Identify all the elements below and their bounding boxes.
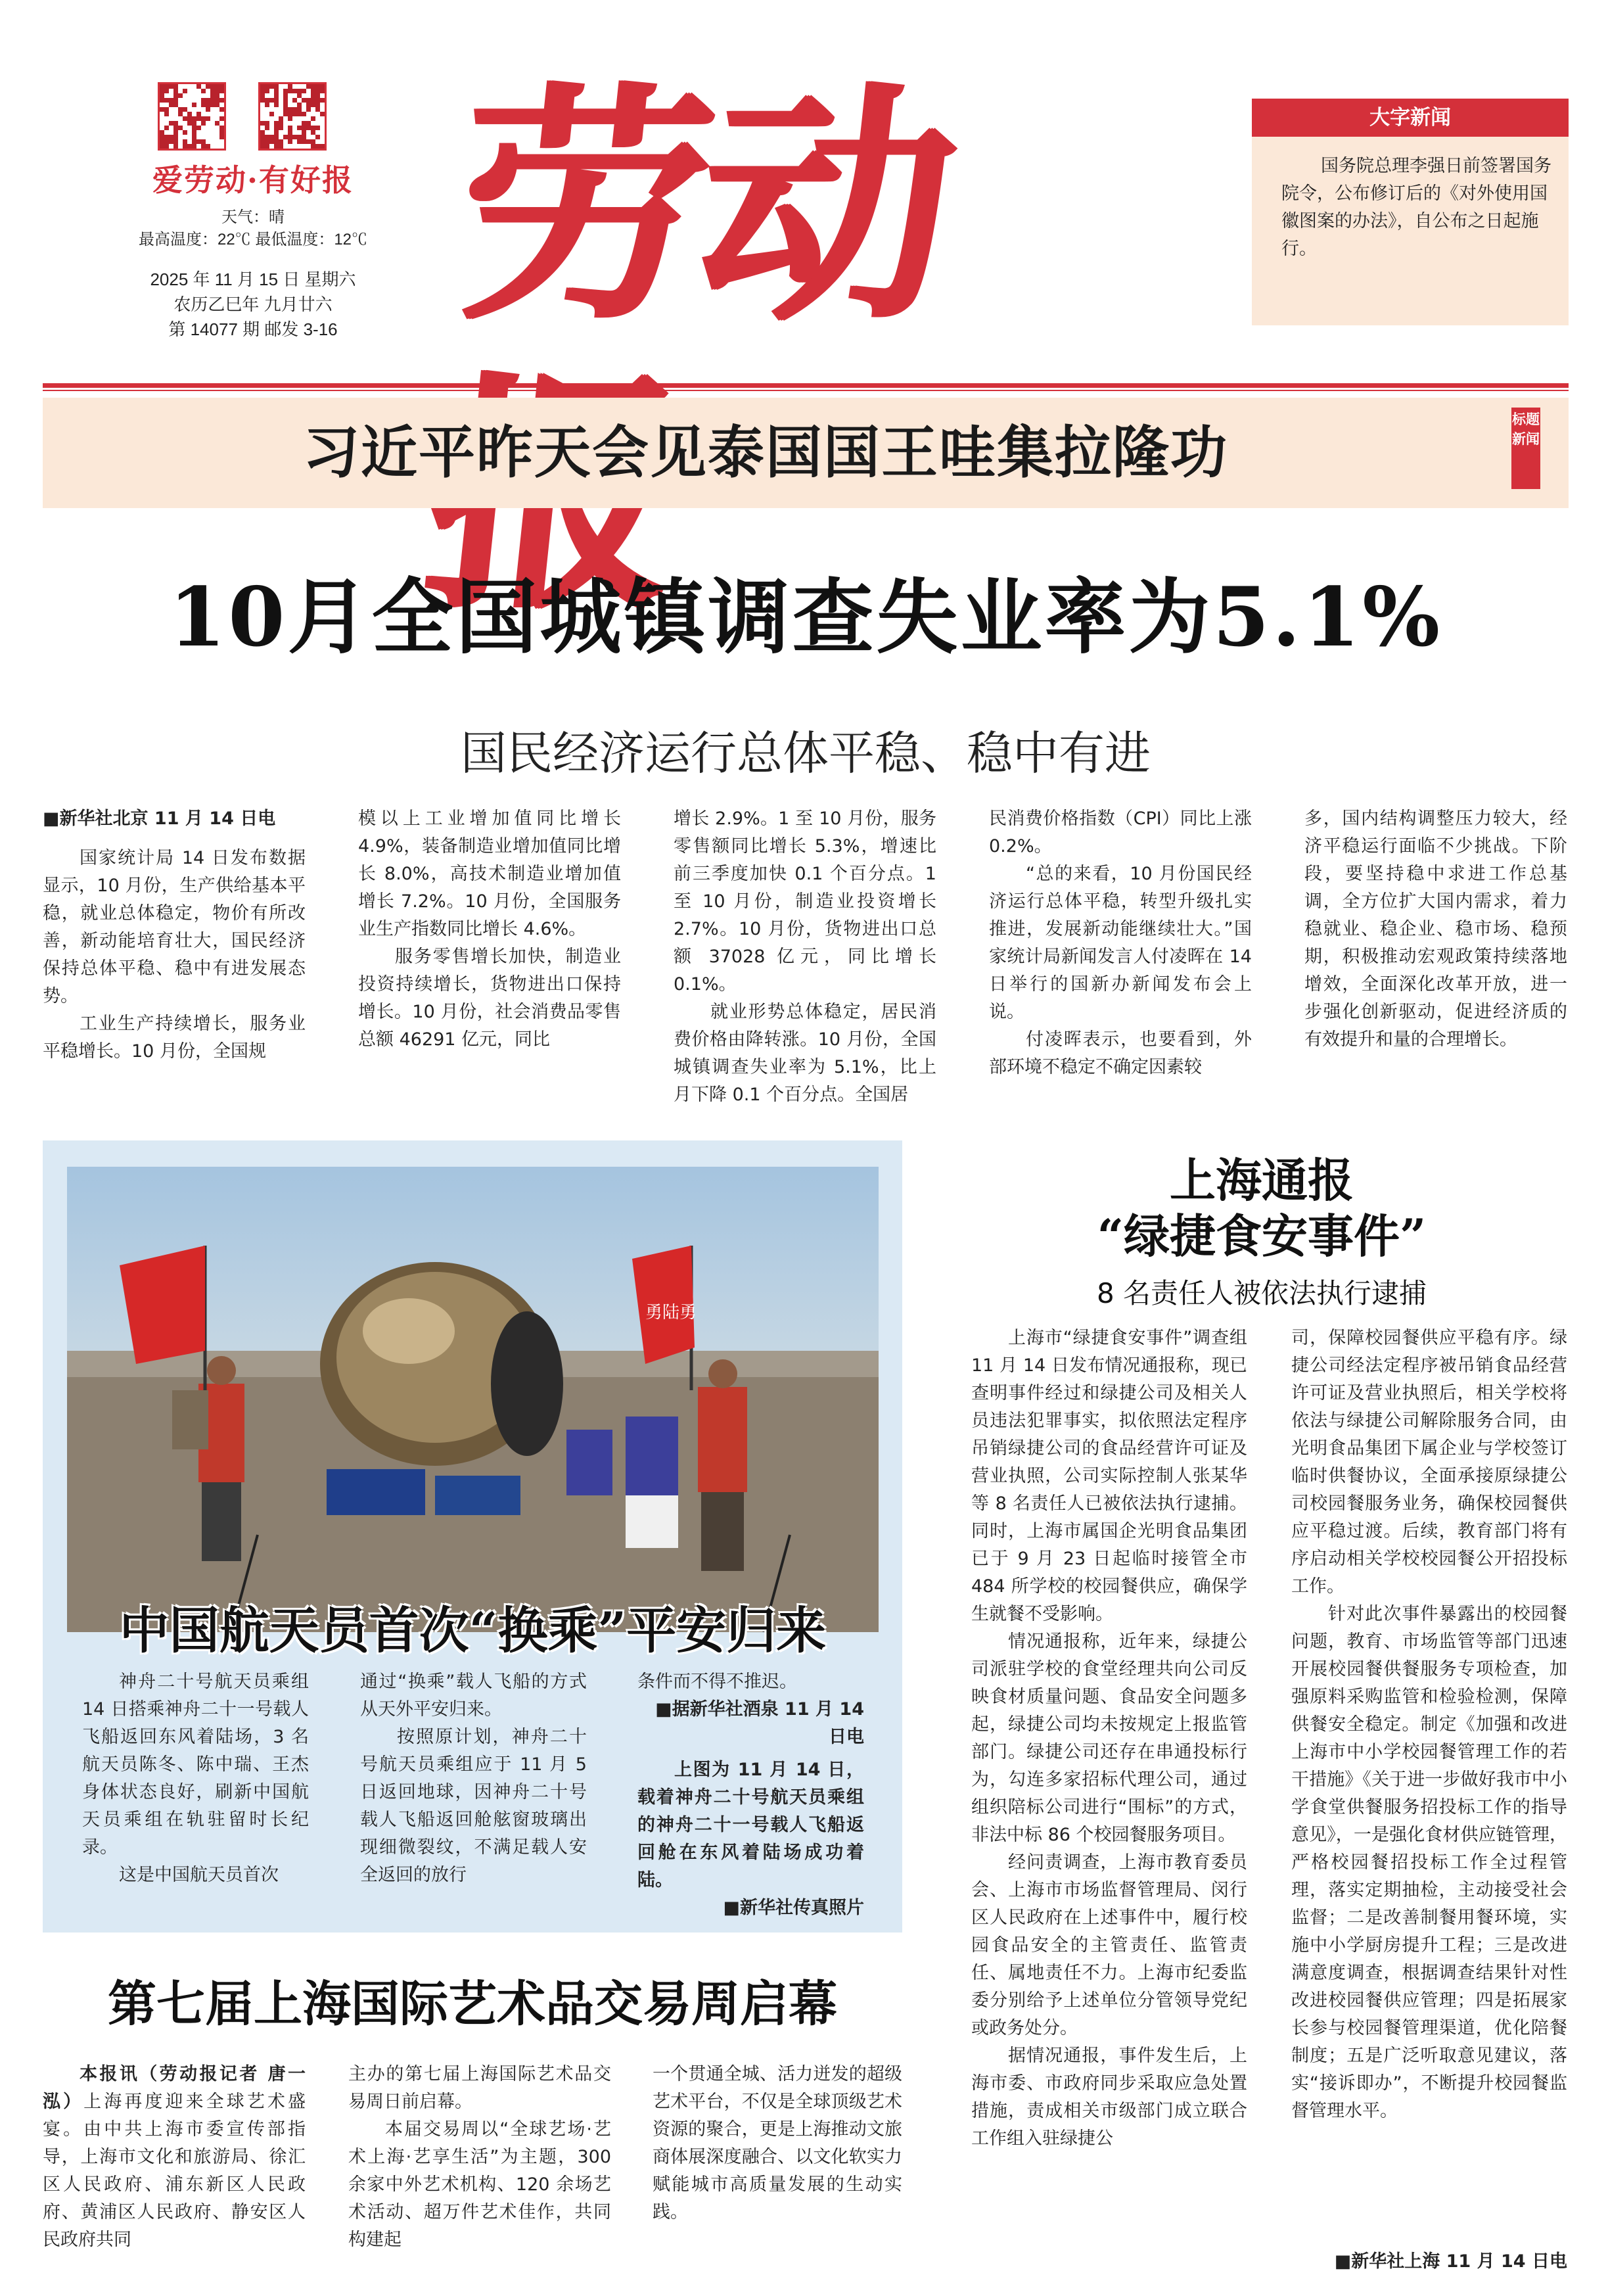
- qr-module: [302, 139, 306, 144]
- qr-module: [288, 135, 292, 139]
- qr-module: [311, 116, 315, 121]
- lead-paragraph: 模以上工业增加值同比增长 4.9%，装备制造业增加值同比增长 8.0%，高技术制造业增加值增长 7.2%。10 月份，全国服务业生产指数同比增长 4.6%。: [358, 808, 621, 939]
- qr-module: [297, 135, 302, 139]
- qr-module: [279, 139, 283, 144]
- shanghai-headline-2: “绿捷食安事件”: [1097, 1209, 1427, 1263]
- qr-module: [265, 121, 269, 126]
- qr-module: [173, 126, 178, 130]
- space-paragraph: 这是中国航天员首次: [119, 1865, 279, 1885]
- shanghai-paragraph: 经问责调查，上海市教育委员会、上海市市场监督管理局、闵行区人民政府在上述事件中，履行校园食品安全的主管责任、监管责任、属地责任不力。上海市纪委监委分别给予上述单位分管领导党纪或政务处分。: [971, 1852, 1247, 2038]
- qr-module: [206, 103, 210, 107]
- lead-paragraph: 工业生产持续增长，服务业平稳增长。10 月份，全国规: [43, 1014, 306, 1062]
- qr-module: [283, 93, 288, 98]
- landing-photo: [67, 1167, 879, 1632]
- qr-module: [274, 103, 279, 107]
- qr-module: [265, 103, 269, 107]
- qr-module: [306, 103, 311, 107]
- big-news-text: 国务院总理李强日前签署国务院令，公布修订后的《对外使用国徽图案的办法》，自公布之日起施行。: [1281, 156, 1551, 259]
- art-paragraph: 一个贯通全城、活力迸发的超级艺术平台，不仅是全球顶级艺术资源的聚合，更是上海推动文旅商体展深度融合、以文化软实力赋能城市高质量发展的生动实践。: [653, 2064, 902, 2222]
- qr-module: [315, 103, 320, 107]
- qr-module: [274, 121, 279, 126]
- qr-module: [269, 84, 274, 89]
- space-column-2: [360, 1668, 587, 1889]
- qr-module: [192, 121, 196, 126]
- qr-module: [178, 126, 183, 130]
- qr-module: [279, 126, 283, 130]
- qr-module: [206, 144, 210, 149]
- qr-module: [173, 121, 178, 126]
- qr-module: [210, 98, 215, 103]
- qr-module: [173, 84, 178, 89]
- qr-module: [265, 144, 269, 149]
- lunar-date: 农历乙巳年 九月廿六: [173, 294, 333, 314]
- qr-module: [192, 130, 196, 135]
- qr-module: [178, 107, 183, 112]
- shanghai-source: [1308, 2248, 1567, 2276]
- lead-column-5: [1304, 805, 1567, 1054]
- qr-module: [315, 107, 320, 112]
- qr-module: [206, 84, 210, 89]
- art-paragraph: 主办的第七届上海国际艺术品交易周日前启幕。: [348, 2064, 611, 2112]
- lead-paragraph: “总的来看，10 月份国民经济运行总体平稳，转型升级扎实推进，发展新动能继续壮大。”国家统计局新闻发言人付凌晖在 14 日举行的国新办新闻发布会上说。: [989, 864, 1252, 1022]
- qr-module: [269, 98, 274, 103]
- shanghai-source-text: ■新华社上海 11 月 14 日电: [1334, 2251, 1567, 2272]
- qr-module: [201, 139, 206, 144]
- lead-paragraph: 就业形势总体稳定，居民消费价格由降转涨。10 月份，全国城镇调查失业率为 5.1%，比上月下降 0.1 个百分点。全国居: [674, 1002, 936, 1105]
- shanghai-paragraph: 上海市“绿捷食安事件”调查组 11 月 14 日发布情况通报称，现已查明事件经过和绿捷公司及相关人员违法犯罪事实，拟依照法定程序吊销绿捷公司的食品经营许可证及营业执照，公司实际控制人张某华等 8 名责任人已被依法执行逮捕。同时，上海市属国企光明食品集团已于 9 月 23 日起临时接管全市 484 所学校的校园餐供应，确保学生就餐不受影响。: [971, 1328, 1247, 1624]
- qr-module: [260, 139, 265, 144]
- lead-paragraph: 国家统计局 14 日发布数据显示，10 月份，生产供给基本平稳，就业总体稳定，物价有所改善，新动能培育壮大，国民经济保持总体平稳、稳中有进发展态势。: [43, 848, 306, 1006]
- qr-module: [311, 84, 315, 89]
- space-source: ■据新华社酒泉 11 月 14 日电: [655, 1699, 864, 1747]
- qr-module: [164, 112, 169, 116]
- qr-module: [279, 116, 283, 121]
- qr-module: [196, 112, 201, 116]
- qr-module: [315, 144, 320, 149]
- qr-module: [288, 89, 292, 93]
- qr-module: [311, 144, 315, 149]
- qr-module: [219, 89, 224, 93]
- qr-module: [265, 89, 269, 93]
- qr-module: [315, 93, 320, 98]
- art-column-1: [43, 2061, 306, 2254]
- qr-module: [178, 93, 183, 98]
- masthead-logo: 劳动报: [444, 60, 962, 354]
- crew-member: [626, 1417, 678, 1495]
- qr-module: [169, 103, 173, 107]
- space-paragraph: 神舟二十号航天员乘组 14 日搭乘神舟二十一号载人飞船返回东风着陆场，3 名航天员陈冬、陈中瑞、王杰身体状态良好，刷新中国航天员乘组在轨驻留时长纪录。: [82, 1672, 309, 1858]
- qr-module: [274, 130, 279, 135]
- qr-module: [164, 139, 169, 144]
- shanghai-paragraph: 针对此次事件暴露出的校园餐问题，教育、市场监管等部门迅速开展校园餐供餐服务专项检查，加强原料采购监管和检验检测，保障供餐安全稳定。制定《加强和改进上海市中小学校园餐管理工作的若干措施》《关于进一步做好我市中小学食堂供餐服务招投标工作的指导意见》，一是强化食材供应链管理，严格校园餐招投标工作全过程管理，落实定期抽检，主动接受社会监督；二是改善制餐用餐环境，实施中小学厨房提升工程；三是改进满意度调查，根据调查结果针对性改进校园餐供应管理；四是拓展家长参与校园餐管理渠道，优化陪餐制度；五是广泛听取意见建议，落实“接诉即办”，不断提升校园餐监督管理水平。: [1291, 1604, 1567, 2121]
- space-paragraph: 通过“换乘”载人飞船的方式从天外平安归来。: [360, 1672, 587, 1720]
- issue-date: 2025 年 11 月 15 日 星期六: [150, 269, 356, 289]
- qr-module: [311, 89, 315, 93]
- qr-module: [219, 98, 224, 103]
- lead-column-1: [43, 805, 306, 1066]
- masthead-divider-thin: [43, 390, 1569, 391]
- art-byline: 本报讯（劳动报记者 唐一泓）: [43, 2064, 306, 2112]
- qr-module: [201, 116, 206, 121]
- qr-module: [187, 144, 192, 149]
- qr-module: [169, 121, 173, 126]
- qr-module: [210, 93, 215, 98]
- qr-module: [187, 116, 192, 121]
- qr-module: [297, 126, 302, 130]
- qr-module: [196, 116, 201, 121]
- qr-module: [320, 84, 325, 89]
- qr-module: [215, 121, 219, 126]
- qr-module: [173, 89, 178, 93]
- qr-module: [292, 112, 297, 116]
- qr-module: [269, 112, 274, 116]
- person-right: [698, 1387, 747, 1492]
- qr-module: [215, 98, 219, 103]
- qr-module: [196, 84, 201, 89]
- qr-module: [260, 130, 265, 135]
- title-news-tag: 标题新闻: [1511, 408, 1540, 489]
- qr-module: [274, 84, 279, 89]
- qr-module: [260, 144, 265, 149]
- qr-module: [297, 89, 302, 93]
- qr-module: [288, 139, 292, 144]
- qr-module: [178, 112, 183, 116]
- qr-module: [206, 98, 210, 103]
- qr-module: [260, 89, 265, 93]
- qr-module: [269, 135, 274, 139]
- qr-module: [173, 103, 178, 107]
- qr-module: [283, 103, 288, 107]
- flag-right-text: 勇陆勇: [645, 1303, 697, 1323]
- qr-module: [192, 144, 196, 149]
- qr-module: [260, 98, 265, 103]
- qr-module: [160, 107, 164, 112]
- art-column-2: [348, 2061, 611, 2254]
- qr-module: [311, 139, 315, 144]
- shanghai-headline-1: 上海通报: [1170, 1153, 1354, 1207]
- qr-module: [219, 116, 224, 121]
- qr-module: [215, 93, 219, 98]
- qr-module: [283, 107, 288, 112]
- qr-module: [260, 93, 265, 98]
- landing-scene-illustration: [67, 1167, 879, 1632]
- qr-module: [320, 112, 325, 116]
- flag-left: [120, 1246, 205, 1364]
- qr-module: [302, 89, 306, 93]
- qr-module: [164, 135, 169, 139]
- art-paragraph: 本届交易周以“全球艺场·艺术上海·艺享生活”为主题，300 余家中外艺术机构、120 余场艺术活动、超万件艺术佳作，共同构建起: [348, 2119, 611, 2250]
- qr-module: [160, 89, 164, 93]
- qr-module: [164, 89, 169, 93]
- qr-module: [320, 144, 325, 149]
- qr-module: [192, 139, 196, 144]
- art-headline: 第七届上海国际艺术品交易周启幕: [108, 1976, 837, 2032]
- qr-module: [160, 135, 164, 139]
- lead-paragraph: 多，国内结构调整压力较大，经济平稳运行面临不少挑战。下阶段，要坚持稳中求进工作总基调，全方位扩大国内需求，着力稳就业、稳企业、稳市场、稳预期，积极推动宏观政策持续落地增效，全面深化改革开放，进一步强化创新驱动，促进经济质的有效提升和量的合理增长。: [1304, 808, 1567, 1050]
- qr-module: [192, 103, 196, 107]
- qr-module: [192, 135, 196, 139]
- qr-module: [283, 98, 288, 103]
- qr-module: [196, 126, 201, 130]
- qr-module: [315, 84, 320, 89]
- qr-module: [302, 135, 306, 139]
- qr-module: [201, 144, 206, 149]
- qr-module: [215, 84, 219, 89]
- shanghai-subheadline: 8 名责任人被依法执行逮捕: [1096, 1277, 1427, 1309]
- qr-module: [183, 144, 187, 149]
- qr-module: [160, 130, 164, 135]
- qr-module: [260, 84, 265, 89]
- qr-module: [311, 103, 315, 107]
- qr-module: [279, 121, 283, 126]
- qr-module: [265, 139, 269, 144]
- qr-module: [173, 98, 178, 103]
- qr-module: [219, 130, 224, 135]
- qr-module: [320, 98, 325, 103]
- qr-module: [265, 126, 269, 130]
- qr-module: [306, 84, 311, 89]
- qr-module: [206, 116, 210, 121]
- qr-module: [306, 121, 311, 126]
- qr-module: [288, 116, 292, 121]
- qr-module: [311, 93, 315, 98]
- qr-module: [183, 116, 187, 121]
- qr-module: [274, 139, 279, 144]
- photo-caption: 上图为 11 月 14 日，载着神舟二十号航天员乘组的神舟二十一号载人飞船返回舱在东风着陆场成功着陆。: [637, 1760, 864, 1890]
- qr-module: [160, 98, 164, 103]
- qr-module: [219, 126, 224, 130]
- lead-headline: 10月全国城镇调查失业率为5.1%: [168, 570, 1443, 665]
- qr-module: [265, 84, 269, 89]
- qr-module: [173, 130, 178, 135]
- qr-module: [173, 93, 178, 98]
- qr-module: [196, 139, 201, 144]
- qr-module: [302, 112, 306, 116]
- qr-module: [164, 126, 169, 130]
- qr-module: [183, 107, 187, 112]
- qr-module: [201, 98, 206, 103]
- shanghai-column-2: [1291, 1324, 1567, 2125]
- qr-module: [219, 135, 224, 139]
- qr-module: [292, 107, 297, 112]
- qr-module: [274, 98, 279, 103]
- shanghai-paragraph: 情况通报称，近年来，绿捷公司派驻学校的食堂经理共向公司反映食材质量问题、食品安全问题多起，绿捷公司均未按规定上报监管部门。绿捷公司还存在串通投标行为，勾连多家招标代理公司，通过组织陪标公司进行“围标”的方式，非法中标 86 个校园餐服务项目。: [971, 1631, 1247, 1845]
- qr-module: [192, 116, 196, 121]
- qr-module: [164, 98, 169, 103]
- qr-module: [297, 93, 302, 98]
- qr-module: [219, 84, 224, 89]
- qr-module: [192, 126, 196, 130]
- qr-module: [288, 126, 292, 130]
- qr-module: [169, 139, 173, 144]
- qr-module: [274, 144, 279, 149]
- photo-credit: ■新华社传真照片: [723, 1898, 864, 1918]
- big-news-box: [1252, 99, 1569, 325]
- qr-module: [283, 112, 288, 116]
- temperatures: 最高温度：22℃ 最低温度：12℃: [138, 231, 368, 248]
- qr-module: [187, 121, 192, 126]
- qr-module: [274, 93, 279, 98]
- qr-module: [201, 103, 206, 107]
- qr-module: [311, 130, 315, 135]
- masthead-divider: [43, 383, 1569, 388]
- space-paragraph: 条件而不得不推迟。: [637, 1672, 797, 1692]
- qr-module: [183, 130, 187, 135]
- shanghai-column-1: [971, 1324, 1247, 2153]
- qr-module: [302, 126, 306, 130]
- qr-module: [201, 121, 206, 126]
- qr-module: [315, 126, 320, 130]
- qr-module: [320, 89, 325, 93]
- qr-module: [274, 126, 279, 130]
- qr-module: [206, 107, 210, 112]
- qr-module: [297, 103, 302, 107]
- qr-module: [288, 112, 292, 116]
- qr-module: [274, 135, 279, 139]
- equipment-bags: [327, 1469, 425, 1515]
- qr-module: [260, 121, 265, 126]
- qr-module: [219, 107, 224, 112]
- qr-module: [260, 135, 265, 139]
- qr-module: [292, 98, 297, 103]
- qr-module: [187, 112, 192, 116]
- lead-column-3: [674, 805, 936, 1109]
- lead-paragraph: 服务零售增长加快，制造业投资持续增长，货物进出口保持增长。10 月份，社会消费品零售总额 46291 亿元，同比: [358, 947, 621, 1050]
- qr-module: [265, 98, 269, 103]
- qr-module: [164, 107, 169, 112]
- qr-module: [210, 84, 215, 89]
- qr-module: [210, 89, 215, 93]
- qr-module: [283, 135, 288, 139]
- weather: 天气：晴: [221, 208, 285, 226]
- qr-module: [183, 89, 187, 93]
- qr-code-right: [258, 82, 327, 151]
- qr-module: [265, 135, 269, 139]
- qr-module: [279, 144, 283, 149]
- qr-module: [169, 135, 173, 139]
- issue-number: 第 14077 期 邮发 3-16: [168, 319, 338, 339]
- qr-module: [173, 135, 178, 139]
- lead-paragraph: 付凌晖表示，也要看到，外部环境不稳定不确定因素较: [989, 1029, 1252, 1077]
- qr-module: [201, 89, 206, 93]
- title-news-band: [43, 398, 1569, 508]
- qr-module: [288, 130, 292, 135]
- qr-module: [288, 84, 292, 89]
- qr-module: [311, 126, 315, 130]
- qr-module: [183, 139, 187, 144]
- qr-module: [315, 135, 320, 139]
- qr-module: [160, 139, 164, 144]
- qr-module: [292, 89, 297, 93]
- qr-module: [160, 144, 164, 149]
- qr-module: [302, 130, 306, 135]
- qr-module: [306, 98, 311, 103]
- space-column-1: [82, 1668, 309, 1889]
- shanghai-paragraph: 司，保障校园餐供应平稳有序。绿捷公司经法定程序被吊销食品经营许可证及营业执照后，相关学校将依法与绿捷公司解除服务合同，由光明食品集团下属企业与学校签订临时供餐协议，全面承接原绿捷公司校园餐服务业务，确保校园餐供应平稳过渡。后续，教育部门将有序启动相关学校校园餐公开招投标工作。: [1291, 1328, 1567, 1597]
- qr-module: [311, 98, 315, 103]
- art-column-3: [653, 2061, 902, 2226]
- qr-module: [288, 107, 292, 112]
- slogan: 爱劳动·有好报: [152, 162, 354, 198]
- qr-module: [173, 144, 178, 149]
- art-paragraph: [43, 2061, 306, 2254]
- space-headline: 中国航天员首次“换乘”平安归来: [119, 1601, 827, 1660]
- qr-module: [215, 103, 219, 107]
- qr-module: [274, 89, 279, 93]
- qr-module: [164, 144, 169, 149]
- qr-module: [169, 98, 173, 103]
- lead-paragraph: 民消费价格指数（CPI）同比上涨 0.2%。: [989, 808, 1252, 856]
- qr-code-left: [158, 82, 226, 151]
- lead-subheadline: 国民经济运行总体平稳、稳中有进: [461, 726, 1151, 780]
- qr-module: [160, 93, 164, 98]
- qr-module: [306, 139, 311, 144]
- qr-module: [164, 84, 169, 89]
- qr-module: [297, 112, 302, 116]
- lead-source: ■新华社北京 11 月 14 日电: [43, 808, 276, 829]
- qr-module: [269, 139, 274, 144]
- qr-module: [160, 84, 164, 89]
- qr-module: [173, 139, 178, 144]
- qr-module: [302, 98, 306, 103]
- title-news-headline: 习近平昨天会见泰国国王哇集拉隆功: [303, 419, 1228, 486]
- qr-module: [315, 89, 320, 93]
- qr-module: [297, 139, 302, 144]
- space-column-3: [637, 1668, 864, 1922]
- qr-module: [297, 107, 302, 112]
- art-text: 上海再度迎来全球艺术盛宴。由中共上海市委宣传部指导，上海市文化和旅游局、徐汇区人民政府、浦东新区人民政府、黄浦区人民政府、静安区人民政府共同: [43, 2092, 306, 2250]
- shanghai-paragraph: 据情况通报，事件发生后，上海市委、市政府同步采取应急处置措施，责成相关市级部门成立联合工作组入驻绿捷公: [971, 2046, 1247, 2149]
- lead-paragraph: 增长 2.9%。1 至 10 月份，服务零售额同比增长 5.3%，增速比前三季度加快 0.1 个百分点。1 至 10 月份，制造业投资增长 2.7%。10 月份，货物进出口总额 37028 亿元，同比增长 0.1%。: [674, 808, 936, 995]
- qr-module: [292, 135, 297, 139]
- qr-module: [169, 84, 173, 89]
- qr-module: [283, 89, 288, 93]
- qr-module: [215, 89, 219, 93]
- lead-column-4: [989, 805, 1252, 1081]
- lead-column-2: [358, 805, 621, 1054]
- space-paragraph: 按照原计划，神舟二十号航天员乘组应于 11 月 5 日返回地球，因神舟二十号载人飞船返回舱舷窗玻璃出现细微裂纹，不满足载人安全返回的放行: [360, 1727, 587, 1885]
- qr-module: [302, 121, 306, 126]
- qr-module: [306, 107, 311, 112]
- qr-module: [315, 98, 320, 103]
- qr-module: [306, 126, 311, 130]
- big-news-label: 大字新闻: [1252, 99, 1569, 137]
- qr-module: [210, 103, 215, 107]
